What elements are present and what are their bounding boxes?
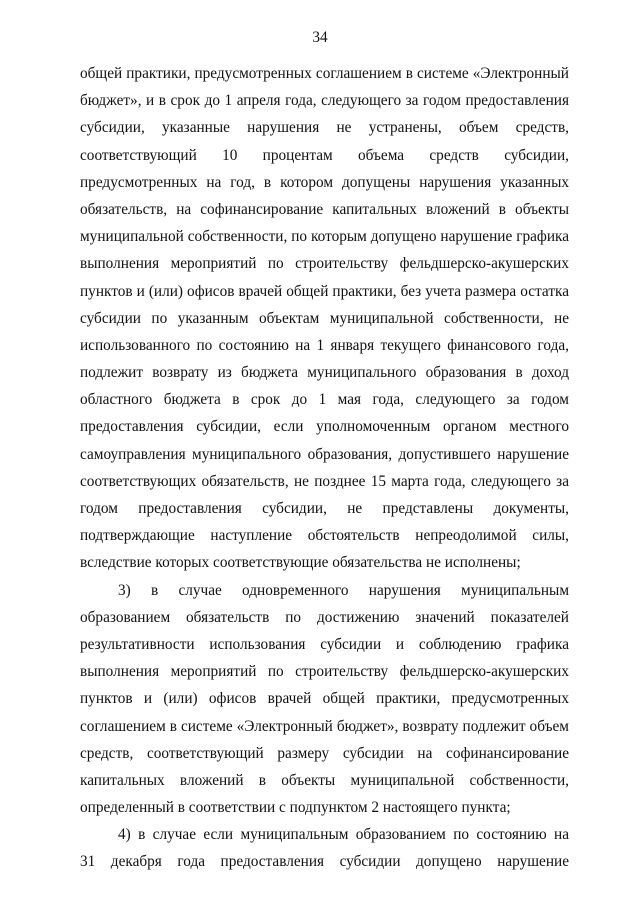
text-line: результативности использования субсидии и соблюдению графика	[80, 635, 569, 653]
text-line: подлежит возврату из бюджета муниципального образования в доход	[80, 364, 569, 382]
text-line: вследствие которых соответствующие обязательства не исполнены;	[80, 554, 521, 572]
text-line: общей практики, предусмотренных соглашением в системе «Электронный	[80, 65, 569, 82]
text-line: 31 декабря года предоставления субсидии допущено нарушение	[80, 853, 569, 871]
paragraph-item-3	[80, 577, 569, 822]
paragraph-item-4	[80, 821, 569, 875]
text-line: муниципальной собственности, по которым допущено нарушение графика	[80, 228, 569, 246]
document-body	[80, 60, 569, 876]
text-line: выполнения мероприятий по строительству фельдшерско-акушерских	[80, 255, 569, 273]
text-line: обязательств, на софинансирование капитальных вложений в объекты	[80, 200, 569, 218]
text-line: соответствующий 10 процентам объема средств субсидии,	[80, 146, 569, 164]
text-line: определенный в соответствии с подпунктом 2 настоящего пункта;	[80, 799, 511, 817]
text-line: пунктов и (или) офисов врачей общей практики, предусмотренных	[80, 690, 569, 708]
paragraph-continuation	[80, 60, 569, 577]
text-line: предоставления субсидии, если уполномоченным органом местного	[80, 418, 569, 436]
text-line: выполнения мероприятий по строительству фельдшерско-акушерских	[80, 663, 569, 681]
text-line: предусмотренных на год, в котором допущены нарушения указанных	[80, 173, 569, 191]
text-line: 4) в случае если муниципальным образованием по состоянию на	[118, 826, 569, 844]
text-line: областного бюджета в срок до 1 мая года, следующего за годом	[80, 391, 569, 409]
text-line: использованного по состоянию на 1 января текущего финансового года,	[80, 336, 569, 354]
text-line: соответствующих обязательств, не позднее 15 марта года, следующего за	[80, 472, 569, 490]
page-number: 34	[312, 29, 328, 46]
text-line: субсидии по указанным объектам муниципальной собственности, не	[80, 309, 569, 327]
text-line: образованием обязательств по достижению значений показателей	[80, 608, 569, 626]
text-line: 3) в случае одновременного нарушения муниципальным	[118, 581, 569, 599]
text-line: подтверждающие наступление обстоятельств непреодолимой силы,	[80, 527, 569, 545]
text-line: самоуправления муниципального образования, допустившего нарушение	[80, 445, 569, 463]
text-line: бюджет», и в срок до 1 апреля года, следующего за годом предоставления	[80, 92, 569, 110]
text-line: соглашением в системе «Электронный бюджет», возврату подлежит объем	[80, 717, 569, 735]
text-line: пунктов и (или) офисов врачей общей практики, без учета размера остатка	[80, 282, 569, 300]
text-line: годом предоставления субсидии, не представлены документы,	[80, 500, 569, 517]
text-line: субсидии, указанные нарушения не устранены, объем средств,	[80, 119, 569, 137]
text-line: средств, соответствующий размеру субсидии на софинансирование	[80, 744, 569, 762]
text-line: капитальных вложений в объекты муниципальной собственности,	[80, 771, 569, 789]
